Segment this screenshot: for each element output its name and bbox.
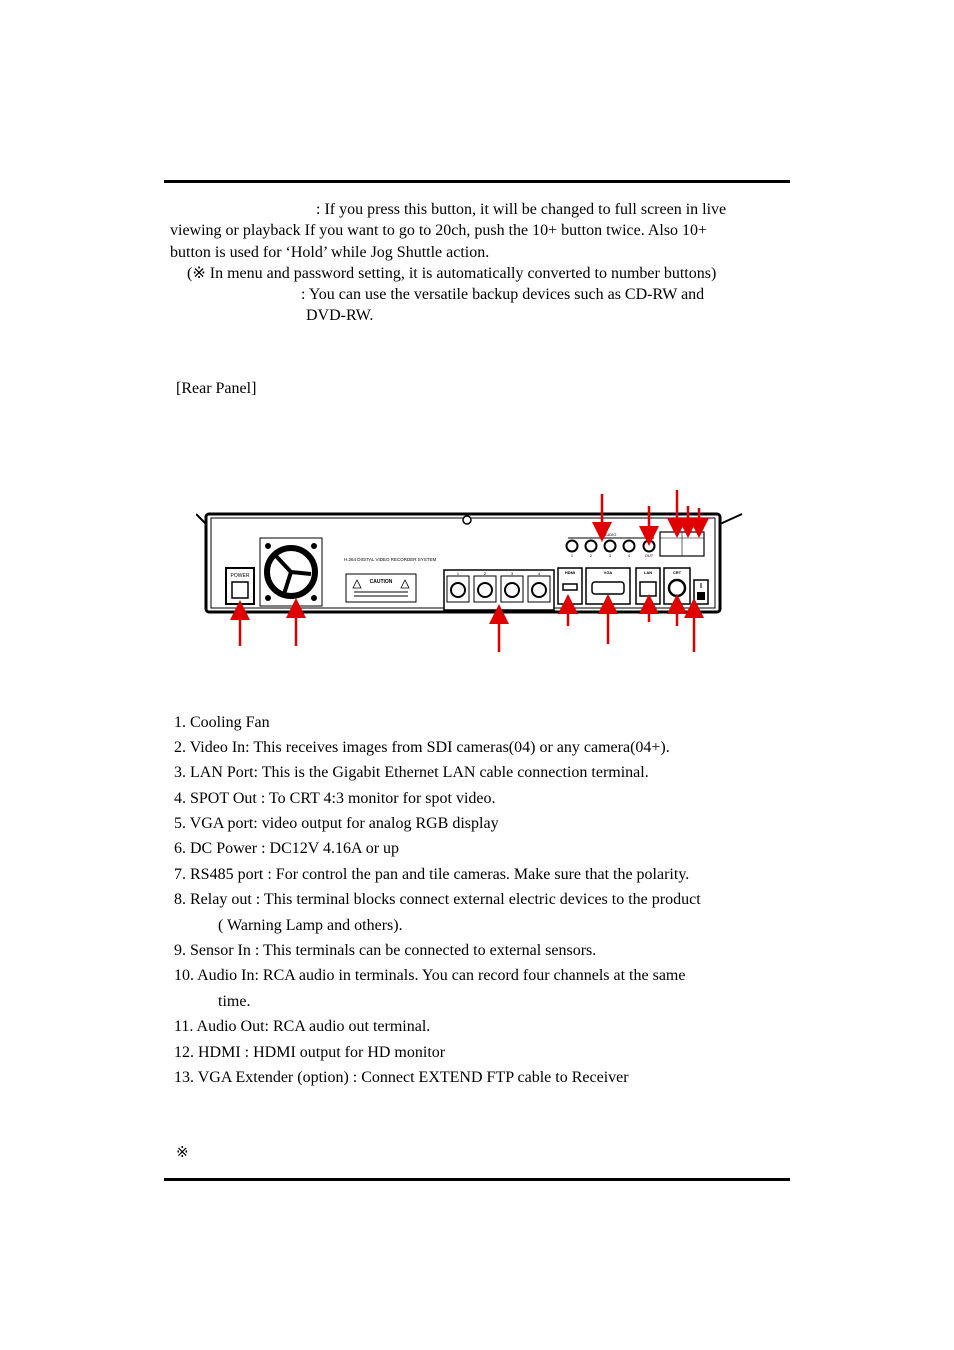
- item-11: 11. Audio Out: RCA audio out terminal.: [174, 1018, 431, 1035]
- video-num-1: 1: [456, 571, 460, 576]
- audio-jack-4: [624, 541, 635, 552]
- audio-label: AUDIO: [603, 532, 617, 537]
- item-13: 13. VGA Extender (option) : Connect EXTEND FTP cable to Receiver: [174, 1069, 629, 1086]
- audio-num-1: 1: [570, 553, 574, 558]
- item-8: 8. Relay out : This terminal blocks connect external electric devices to the product: [174, 891, 701, 908]
- video-num-2: 2: [483, 571, 487, 576]
- item-7: 7. RS485 port : For control the pan and tile cameras. Make sure that the polarity.: [174, 866, 690, 883]
- terminal-block: [660, 532, 704, 556]
- vga-port: [586, 568, 630, 604]
- intro-line-1: : If you press this button, it will be changed to full screen in live: [316, 201, 727, 218]
- crt-port: [664, 568, 690, 604]
- audio-jack-3: [605, 541, 616, 552]
- audio-num-2: 2: [589, 553, 593, 558]
- audio-num-out: OUT: [644, 553, 654, 558]
- audio-jack-out: [644, 541, 655, 552]
- dc-power-port: [694, 580, 708, 604]
- item-2: 2. Video In: This receives images from SDI cameras(04) or any camera(04+).: [174, 739, 670, 756]
- power-switch: [226, 568, 254, 604]
- intro-line-3: button is used for ‘Hold’ while Jog Shuttle action.: [170, 244, 490, 261]
- audio-jack-1: [567, 541, 578, 552]
- model-text: H.264 DIGITAL VIDEO RECORDER SYSTEM: [344, 557, 437, 562]
- intro-line-5: : You can use the versatile backup devices such as CD-RW and: [301, 286, 705, 303]
- item-9: 9. Sensor In : This terminals can be connected to external sensors.: [174, 942, 597, 959]
- item-12: 12. HDMI : HDMI output for HD monitor: [174, 1044, 446, 1061]
- item-10: 10. Audio In: RCA audio in terminals. You can record four channels at the same: [174, 967, 686, 984]
- lan-port: [636, 568, 660, 604]
- caution-label: CAUTION: [369, 579, 393, 585]
- audio-jack-2: [586, 541, 597, 552]
- video-num-3: 3: [510, 571, 514, 576]
- rear-panel-diagram: [196, 484, 756, 660]
- hdmi-port: [558, 568, 582, 604]
- item-3: 3. LAN Port: This is the Gigabit Ethernet LAN cable connection terminal.: [174, 764, 649, 781]
- intro-line-2: viewing or playback If you want to go to 20ch, push the 10+ button twice. Also 10+: [170, 222, 708, 239]
- top-rule: [164, 180, 790, 183]
- item-10-continuation: time.: [218, 993, 251, 1010]
- intro-line-4: (※ In menu and password setting, it is automatically converted to number buttons): [187, 265, 717, 282]
- intro-line-6: DVD-RW.: [306, 307, 374, 324]
- bottom-rule: [164, 1178, 790, 1181]
- item-5: 5. VGA port: video output for analog RGB display: [174, 815, 499, 832]
- crt-label: CRT: [672, 570, 682, 575]
- audio-num-3: 3: [608, 553, 612, 558]
- item-4: 4. SPOT Out : To CRT 4:3 monitor for spot video.: [174, 790, 496, 807]
- vga-label: VGA: [603, 570, 613, 575]
- hdmi-label: HDMI: [564, 570, 576, 575]
- section-title: [Rear Panel]: [176, 380, 257, 397]
- lan-label: LAN: [643, 570, 653, 575]
- cooling-fan-icon: [260, 538, 322, 606]
- note-symbol: ※: [176, 1145, 189, 1161]
- video-in-block: [444, 570, 554, 610]
- item-8-continuation: ( Warning Lamp and others).: [218, 917, 403, 934]
- audio-num-4: 4: [627, 553, 631, 558]
- item-6: 6. DC Power : DC12V 4.16A or up: [174, 840, 400, 857]
- item-1: 1. Cooling Fan: [174, 714, 270, 731]
- power-label: POWER: [230, 573, 250, 579]
- video-num-4: 4: [537, 571, 541, 576]
